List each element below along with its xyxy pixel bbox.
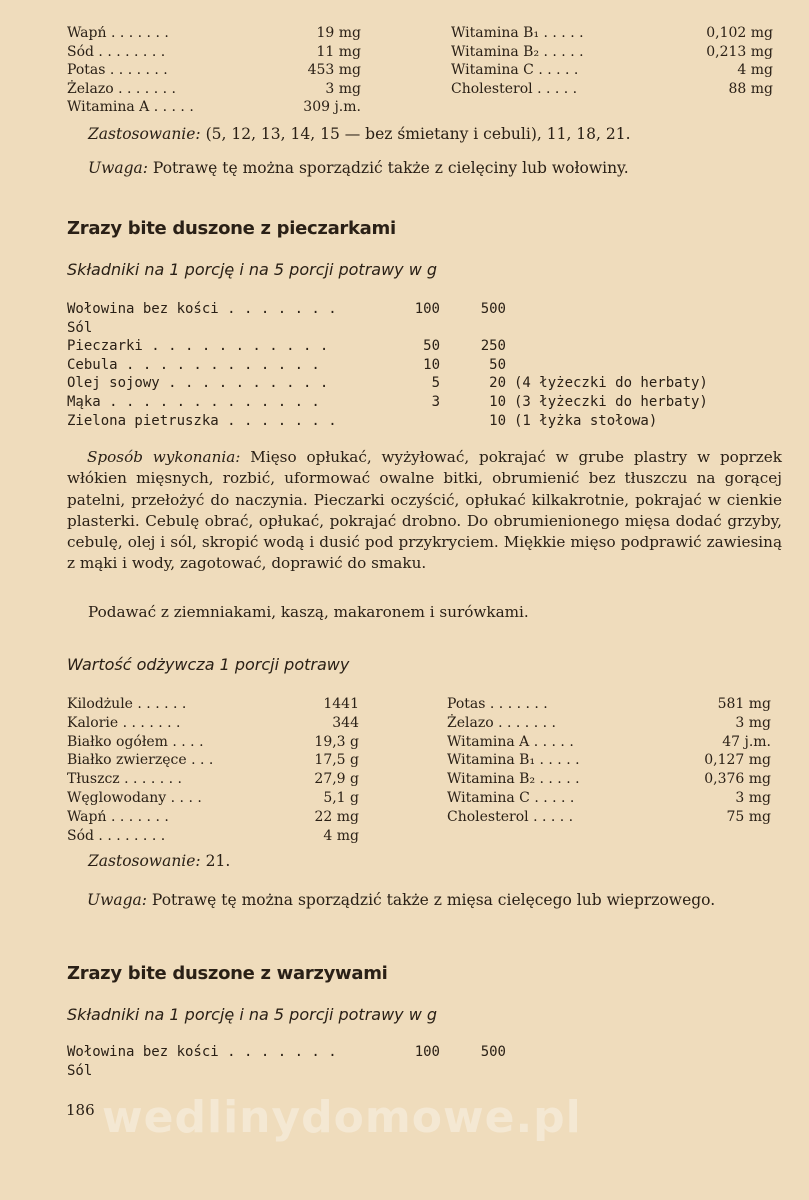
nutrition-row: [447, 808, 771, 827]
nutrient-value: 0,127 mg: [704, 752, 771, 769]
ingredient-name: Pieczarki . . . . . . . . . . .: [67, 338, 329, 355]
ingredient-name: Wołowina bez kości . . . . . . .: [67, 1044, 337, 1060]
watermark: wedlinydomowe.pl: [102, 1092, 582, 1143]
recipe1-method-text: Mięso opłukać, wyżyłować, pokrajać w grube plastry w poprzek włókien mięsnych, rozbić, uformować owalne bitki, obrumienić bez tłuszczu na gorącej patelni, przełożyć do naczynia. Pieczarki oczyścić, opłukać kilkakrotnie, pokrajać w cienkie plasterki. Cebulę obrać, opłukać, pokrajać drobno. Do obrumienionego mięsa dodać grzyby, cebulę, olej i sól, skropić wodą i dusić pod przykryciem. Miękkie mięso podprawić zawiesiną z mąki i wody, zagotować, doprawić do smaku.: [67, 448, 782, 573]
recipe2-title: Zrazy bite duszone z warzywami: [67, 963, 388, 984]
nutrient-value: 17,5 g: [314, 752, 359, 769]
nutrient-label: Witamina B₁ . . . . .: [451, 25, 584, 41]
nutrient-value: 75 mg: [726, 808, 771, 825]
nutrient-label: Żelazo . . . . . . .: [447, 714, 556, 731]
nutrition-row: [447, 770, 771, 789]
recipe1-note-text: Potrawę tę można sporządzić także z mięsa cielęcego lub wieprzowego.: [151, 891, 716, 909]
ingredient-qty-five: 10: [489, 412, 506, 429]
recipe1-note: [67, 889, 782, 911]
nutrition-row: [67, 733, 359, 752]
nutrition-row: [67, 808, 359, 827]
ingredient-name: Sól: [67, 1062, 93, 1079]
nutrient-label: Potas . . . . . . .: [67, 62, 168, 78]
nutrient-label: Wapń . . . . . . .: [67, 25, 169, 41]
nutrient-value: 344: [332, 714, 359, 731]
ingredient-qty-one: 50: [423, 338, 440, 355]
nutrition-row: [451, 43, 773, 62]
recipe1-nutrition-heading: Wartość odżywcza 1 porcji potrawy: [67, 655, 350, 674]
nutrition-row: [451, 80, 773, 99]
nutrition-row: [67, 751, 359, 770]
top-usage-text: (5, 12, 13, 14, 15 — bez śmietany i cebuli), 11, 18, 21.: [205, 125, 631, 143]
nutrient-value: 0,376 mg: [704, 771, 771, 788]
nutrient-value: 3 mg: [325, 80, 361, 97]
nutrient-label: Kilodżule . . . . . .: [67, 696, 187, 712]
nutrient-value: 19 mg: [316, 25, 361, 41]
recipe1-serving: Podawać z ziemniakami, kaszą, makaronem i surówkami.: [88, 603, 529, 621]
nutrient-label: Węglowodany . . . .: [67, 790, 202, 806]
ingredient-qty-one: 5: [431, 375, 440, 392]
recipe1-title: Zrazy bite duszone z pieczarkami: [67, 218, 396, 239]
top-note: [88, 157, 629, 179]
recipe1-usage-label: Zastosowanie:: [88, 852, 201, 870]
nutrient-value: 22 mg: [314, 808, 359, 825]
nutrition-row: [67, 695, 359, 714]
nutrition-row: [67, 43, 361, 62]
nutrient-value: 3 mg: [735, 714, 771, 731]
nutrient-value: 4 mg: [323, 827, 359, 844]
nutrient-value: 581 mg: [717, 696, 771, 712]
nutrition-row: [447, 733, 771, 752]
top-usage: [88, 123, 631, 145]
ingredient-qty-five: 50: [489, 356, 506, 373]
nutrition-row: [67, 98, 361, 117]
nutrition-row: [447, 751, 771, 770]
ingredient-name: Cebula . . . . . . . . . . . .: [67, 356, 320, 373]
nutrient-label: Sód . . . . . . . .: [67, 43, 166, 60]
recipe1-usage-text: 21.: [205, 852, 231, 870]
ingredient-qty-five: 10: [489, 394, 506, 410]
nutrition-row: [447, 695, 771, 714]
recipe2-ingredients-heading: Składniki na 1 porcję i na 5 porcji potrawy w g: [67, 1005, 438, 1024]
ingredient-qty-five: 20: [489, 375, 506, 392]
ingredient-qty-one: 10: [423, 356, 440, 373]
nutrition-row: [67, 24, 361, 43]
nutrient-value: 0,102 mg: [706, 25, 773, 41]
nutrient-label: Potas . . . . . . .: [447, 696, 548, 712]
nutrition-row: [447, 789, 771, 808]
nutrition-row: [67, 827, 359, 846]
nutrient-label: Witamina B₂ . . . . .: [447, 771, 580, 788]
ingredient-note: (1 łyżka stołowa): [514, 412, 658, 429]
ingredient-name: Mąka . . . . . . . . . . . . .: [67, 394, 320, 410]
nutrient-label: Witamina B₂ . . . . .: [451, 43, 584, 60]
recipe1-method-label: Sposób wykonania:: [87, 448, 241, 466]
page-number: 186: [66, 1101, 95, 1119]
nutrient-label: Kalorie . . . . . . .: [67, 714, 181, 731]
ingredient-note: (3 łyżeczki do herbaty): [514, 394, 708, 410]
nutrient-label: Witamina C . . . . .: [447, 790, 575, 806]
nutrient-label: Żelazo . . . . . . .: [67, 80, 176, 97]
ingredient-name: Sól: [67, 319, 93, 336]
nutrient-value: 5,1 g: [323, 790, 359, 806]
nutrient-label: Cholesterol . . . . .: [451, 80, 578, 97]
nutrition-row: [67, 789, 359, 808]
nutrition-row: [451, 24, 773, 43]
ingredient-qty-one: 100: [414, 1044, 440, 1060]
nutrition-row: [67, 61, 361, 80]
top-note-label: Uwaga:: [88, 159, 148, 177]
recipe1-note-label: Uwaga:: [87, 891, 147, 909]
nutrient-value: 3 mg: [735, 790, 771, 806]
nutrient-label: Wapń . . . . . . .: [67, 808, 169, 825]
nutrient-label: Białko zwierzęce . . .: [67, 752, 214, 769]
nutrient-label: Witamina C . . . . .: [451, 62, 579, 78]
nutrient-value: 11 mg: [316, 43, 361, 60]
ingredient-name: Olej sojowy . . . . . . . . . .: [67, 375, 329, 392]
ingredient-qty-one: 100: [414, 301, 440, 317]
nutrient-value: 88 mg: [728, 80, 773, 97]
ingredient-qty-five: 250: [480, 338, 506, 355]
nutrient-value: 309 j.m.: [303, 99, 361, 115]
nutrition-row: [447, 714, 771, 733]
nutrient-label: Białko ogółem . . . .: [67, 733, 204, 750]
nutrition-row: [67, 80, 361, 99]
nutrient-label: Witamina A . . . . .: [447, 733, 574, 750]
ingredient-qty-five: 500: [480, 1044, 506, 1060]
nutrient-value: 19,3 g: [314, 733, 359, 750]
nutrient-value: 453 mg: [307, 62, 361, 78]
nutrient-label: Cholesterol . . . . .: [447, 808, 574, 825]
top-note-text: Potrawę tę można sporządzić także z cielęciny lub wołowiny.: [152, 159, 629, 177]
nutrient-value: 47 j.m.: [722, 733, 771, 750]
nutrient-value: 4 mg: [737, 62, 773, 78]
ingredient-qty-five: 500: [480, 301, 506, 317]
ingredient-name: Zielona pietruszka . . . . . . .: [67, 412, 337, 429]
nutrient-label: Tłuszcz . . . . . . .: [67, 771, 182, 788]
nutrition-row: [67, 770, 359, 789]
nutrient-value: 0,213 mg: [706, 43, 773, 60]
nutrient-value: 1441: [323, 696, 359, 712]
ingredient-name: Wołowina bez kości . . . . . . .: [67, 301, 337, 317]
recipe1-method: [67, 447, 782, 575]
recipe1-ingredients-heading: Składniki na 1 porcję i na 5 porcji potrawy w g: [67, 260, 438, 279]
ingredient-note: (4 łyżeczki do herbaty): [514, 375, 708, 392]
nutrient-value: 27,9 g: [314, 771, 359, 788]
nutrient-label: Sód . . . . . . . .: [67, 827, 166, 844]
recipe1-usage: [88, 850, 230, 872]
nutrient-label: Witamina B₁ . . . . .: [447, 752, 580, 769]
nutrition-row: [67, 714, 359, 733]
top-usage-label: Zastosowanie:: [88, 125, 201, 143]
nutrition-row: [451, 61, 773, 80]
nutrient-label: Witamina A . . . . .: [67, 99, 194, 115]
ingredient-qty-one: 3: [431, 394, 440, 410]
